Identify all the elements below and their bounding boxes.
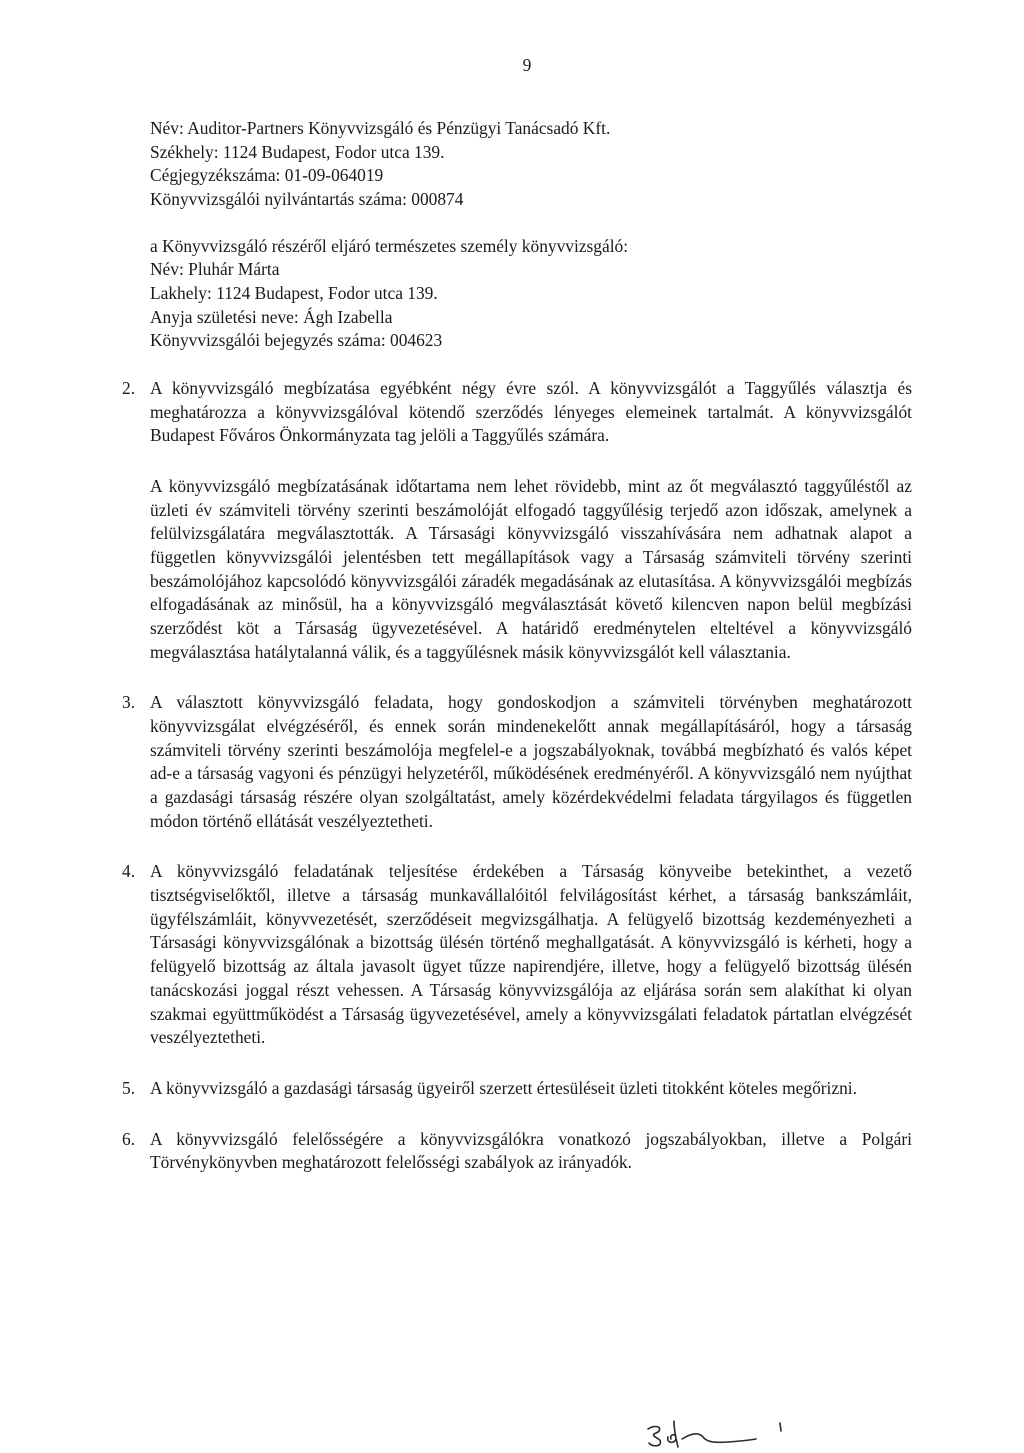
auditor-firm-block (150, 117, 912, 212)
person-registration: Könyvvizsgálói bejegyzés száma: 004623 (150, 330, 443, 351)
firm-auditor-registry: Könyvvizsgálói nyilvántartás száma: 000874 (150, 189, 464, 210)
clause-6 (122, 1128, 912, 1175)
handwritten-signature (640, 1417, 790, 1453)
person-name: Név: Pluhár Márta (150, 259, 280, 280)
firm-seat: Székhely: 1124 Budapest, Fodor utca 139. (150, 141, 445, 162)
clause-text: A könyvvizsgáló megbízatása egyébként négy évre szól. A könyvvizsgálót a Taggyűlés választja és meghatározza a könyvvizsgálóval kötendő szerződés lényeges elemeinek tartalmát. A könyvvizsgálót Budapest Főváros Önkormányzata tag jelöli a Taggyűlés számára. (150, 378, 912, 446)
clause-2 (122, 377, 912, 448)
signature-tick (780, 1423, 781, 1431)
clause-number: 5. (122, 1077, 136, 1098)
document-body (122, 117, 912, 1175)
firm-registry-number: Cégjegyzékszáma: 01-09-064019 (150, 165, 384, 186)
clause-number: 6. (122, 1128, 136, 1149)
clause-number: 2. (122, 378, 136, 399)
clause-4 (122, 860, 912, 1049)
clause-number: 4. (122, 861, 136, 882)
person-intro: a Könyvvizsgáló részéről eljáró természetes személy könyvvizsgáló: (150, 235, 629, 256)
clause-text: A választott könyvvizsgáló feladata, hogy gondoskodjon a számviteli törvényben meghatározott könyvvizsgálat elvégzéséről, és ennek során mindenekelőtt annak megállapításáról, hogy a társaság számviteli törvény szerinti beszámolója megfelel-e a jogszabályoknak, továbbá megbízható és valós képet ad-e a társaság vagyoni és pénzügyi helyzetéről, működésének eredményéről. A könyvvizsgáló nem nyújthat a gazdasági társaság részére olyan szolgáltatást, amely közérdekvédelmi feladata tárgyilagos és független módon történő ellátását veszélyeztetheti. (150, 692, 912, 831)
term-paragraph: A könyvvizsgáló megbízatásának időtartama nem lehet rövidebb, mint az őt megválasztó taggyűléstől az üzleti év számviteli törvény szerinti beszámolóját elfogadó taggyűlésig terjedő azon időszak, amelynek a felülvizsgálatára megválasztották. A Társasági könyvvizsgáló visszahívására nem adhatnak alapot a független könyvvizsgálói jelentésben tett megállapítások vagy a Társaság számviteli törvény szerinti beszámolójához kapcsolódó könyvvizsgálói záradék megadásának az elutasítása. A könyvvizsgálói megbízás elfogadásának az minősül, ha a könyvvizsgáló megválasztását követő kilencven napon belül megbízási szerződést köt a Társaság ügyvezetésével. A határidő eredménytelen elteltével a könyvvizsgáló megválasztása hatálytalanná válik, és a taggyűlésnek másik könyvvizsgálót kell választania. (150, 476, 912, 662)
clause-text: A könyvvizsgáló a gazdasági társaság ügyeiről szerzett értesüléseit üzleti titokként köteles megőrizni. (150, 1077, 857, 1098)
clause-text: A könyvvizsgáló felelősségére a könyvvizsgálókra vonatkozó jogszabályokban, illetve a Polgári Törvénykönyvben meghatározott felelősségi szabályok az irányadók. (150, 1128, 912, 1173)
person-mother-name: Anyja születési neve: Ágh Izabella (150, 306, 393, 327)
clause-number: 3. (122, 692, 136, 713)
firm-name: Név: Auditor-Partners Könyvvizsgáló és Pénzügyi Tanácsadó Kft. (150, 118, 611, 138)
page-number: 9 (522, 55, 532, 75)
clause-text: A könyvvizsgáló feladatának teljesítése érdekében a Társaság könyveibe betekinthet, a vezető tisztségviselőktől, illetve a társaság munkavállalóitól felvilágosítást kérhet, a társaság bankszámláit, ügyfélszámláit, könyvvezetését, szerződéseit megvizsgálhatja. A felügyelő bizottság kezdeményezheti a Társasági könyvvizsgálónak a bizottság ülésén történő meghallgatását. A könyvvizsgáló is kérheti, hogy a felügyelő bizottság az általa javasolt ügyet tűzze napirendjére, illetve, hogy a felügyelő bizottság ülésén tanácskozási joggal részt vehessen. A Társaság könyvvizsgálója az eljárása során sem alakíthat ki olyan szakmai együttműködést a Társaság ügyvezetésével, amely a könyvvizsgálati feladatok pártatlan elvégzését veszélyeztetheti. (150, 861, 912, 1048)
auditor-person-block (150, 235, 912, 353)
person-residence: Lakhely: 1124 Budapest, Fodor utca 139. (150, 283, 438, 304)
clause-3 (122, 691, 912, 833)
signature-stroke (648, 1421, 756, 1447)
clause-5 (122, 1077, 912, 1101)
